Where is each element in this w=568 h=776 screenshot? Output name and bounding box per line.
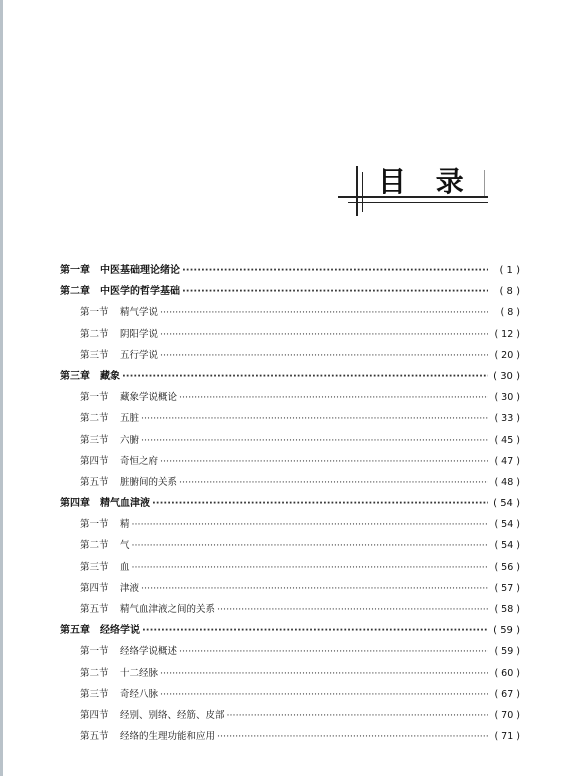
toc-entry-number: 第二节 bbox=[80, 413, 109, 425]
title-vertical-line bbox=[362, 172, 363, 212]
toc-section-row[interactable] bbox=[60, 514, 520, 535]
toc-section-row[interactable] bbox=[60, 684, 520, 705]
toc-entry-number: 第四节 bbox=[80, 709, 109, 721]
toc-entry-title: 十二经脉 bbox=[120, 667, 159, 679]
toc-chapter-row[interactable] bbox=[60, 620, 520, 641]
toc-leader-dots bbox=[160, 345, 488, 366]
title-horizontal-line bbox=[348, 202, 488, 203]
toc-leader-dots bbox=[122, 366, 488, 387]
toc-leader-dots bbox=[141, 578, 488, 599]
toc-leader-dots bbox=[179, 472, 488, 493]
toc-entry-title: 奇恒之府 bbox=[120, 455, 159, 467]
toc-entry-number: 第三节 bbox=[80, 349, 109, 361]
toc-entry-number: 第一章 bbox=[60, 265, 90, 276]
toc-page-number: ( 58 ) bbox=[494, 604, 520, 615]
toc-entry-title: 精气血津液之间的关系 bbox=[120, 604, 216, 615]
toc-page-number: ( 20 ) bbox=[494, 349, 520, 361]
toc-leader-dots bbox=[152, 493, 488, 514]
toc-chapter-row[interactable] bbox=[60, 493, 520, 514]
toc-page-number: ( 30 ) bbox=[494, 392, 520, 404]
toc-entry-number: 第五章 bbox=[60, 625, 90, 637]
toc-leader-dots bbox=[160, 302, 488, 323]
toc-entry-title: 经别、别络、经筋、皮部 bbox=[120, 709, 225, 721]
toc-entry-number: 第四节 bbox=[80, 455, 109, 467]
toc-entry-number: 第一节 bbox=[80, 519, 109, 531]
toc-entry-title: 阴阳学说 bbox=[120, 328, 159, 340]
toc-page-number: ( 48 ) bbox=[494, 476, 520, 488]
toc-title-block bbox=[338, 156, 498, 216]
toc-entry-number: 第五节 bbox=[80, 604, 109, 615]
toc-entry-number: 第四节 bbox=[80, 582, 109, 594]
toc-page-number: ( 59 ) bbox=[493, 625, 520, 637]
toc-section-row[interactable] bbox=[60, 451, 520, 472]
toc-page-number: ( 67 ) bbox=[494, 688, 520, 700]
toc-entry-title: 气 bbox=[120, 540, 130, 552]
toc-section-row[interactable] bbox=[60, 705, 520, 726]
toc-entry-title: 中医基础理论绪论 bbox=[100, 265, 180, 276]
toc-page-number: ( 33 ) bbox=[494, 413, 520, 425]
toc-entry-title: 脏腑间的关系 bbox=[120, 476, 178, 488]
toc-entry-number: 第一节 bbox=[80, 392, 109, 404]
toc-leader-dots bbox=[182, 260, 488, 281]
toc-page-number: ( 70 ) bbox=[494, 709, 520, 721]
toc-leader-dots bbox=[160, 663, 488, 684]
toc-page-number: ( 12 ) bbox=[494, 328, 520, 340]
toc-section-row[interactable] bbox=[60, 641, 520, 662]
toc-section-row[interactable] bbox=[60, 387, 520, 408]
toc-page-number: ( 71 ) bbox=[494, 731, 520, 743]
toc-page-number: ( 8 ) bbox=[500, 307, 520, 319]
toc-section-row[interactable] bbox=[60, 345, 520, 366]
toc-leader-dots bbox=[132, 535, 488, 556]
toc-section-row[interactable] bbox=[60, 535, 520, 556]
toc-leader-dots bbox=[132, 514, 488, 535]
toc-leader-dots bbox=[179, 641, 488, 662]
toc-chapter-row[interactable] bbox=[60, 260, 520, 281]
toc-entry-title: 五行学说 bbox=[120, 349, 159, 361]
page-title: 目 录 bbox=[378, 165, 474, 198]
toc-section-row[interactable] bbox=[60, 408, 520, 429]
toc-section-row[interactable] bbox=[60, 578, 520, 599]
toc-entry-number: 第三节 bbox=[80, 688, 109, 700]
toc-entry-title: 精气学说 bbox=[120, 307, 159, 319]
toc-entry-number: 第三章 bbox=[60, 370, 90, 382]
toc-entry-number: 第五节 bbox=[80, 731, 109, 743]
toc-leader-dots bbox=[217, 599, 488, 620]
toc-section-row[interactable] bbox=[60, 302, 520, 323]
toc-section-row[interactable] bbox=[60, 599, 520, 620]
toc-entry-title: 经络学说 bbox=[100, 625, 140, 637]
toc-entry-number: 第四章 bbox=[60, 498, 90, 510]
toc-entry-number: 第三节 bbox=[80, 434, 109, 446]
table-of-contents bbox=[60, 260, 520, 747]
toc-leader-dots bbox=[141, 430, 488, 451]
toc-page-number: ( 1 ) bbox=[499, 265, 520, 276]
toc-page-number: ( 60 ) bbox=[494, 667, 520, 679]
toc-entry-number: 第五节 bbox=[80, 476, 109, 488]
toc-leader-dots bbox=[132, 557, 488, 578]
toc-entry-number: 第二节 bbox=[80, 667, 109, 679]
toc-section-row[interactable] bbox=[60, 472, 520, 493]
toc-page-number: ( 57 ) bbox=[494, 582, 520, 594]
toc-page-number: ( 30 ) bbox=[493, 370, 520, 382]
toc-page-number: ( 47 ) bbox=[494, 455, 520, 467]
toc-entry-title: 藏象学说概论 bbox=[120, 392, 178, 404]
toc-leader-dots bbox=[160, 324, 488, 345]
toc-leader-dots bbox=[217, 726, 488, 747]
toc-entry-title: 五脏 bbox=[120, 413, 140, 425]
toc-entry-title: 奇经八脉 bbox=[120, 688, 159, 700]
toc-section-row[interactable] bbox=[60, 430, 520, 451]
toc-section-row[interactable] bbox=[60, 726, 520, 747]
toc-leader-dots bbox=[142, 620, 488, 641]
toc-chapter-row[interactable] bbox=[60, 366, 520, 387]
toc-entry-title: 经络学说概述 bbox=[120, 646, 178, 658]
toc-page-number: ( 56 ) bbox=[494, 561, 520, 573]
toc-chapter-row[interactable] bbox=[60, 281, 520, 302]
title-right-line bbox=[484, 170, 485, 196]
toc-entry-number: 第一节 bbox=[80, 307, 109, 319]
toc-page-number: ( 59 ) bbox=[494, 646, 520, 658]
toc-entry-number: 第二节 bbox=[80, 328, 109, 340]
toc-leader-dots bbox=[182, 281, 488, 302]
page-edge bbox=[0, 0, 3, 776]
toc-leader-dots bbox=[141, 408, 488, 429]
toc-leader-dots bbox=[227, 705, 488, 726]
toc-section-row[interactable] bbox=[60, 324, 520, 345]
title-vertical-line bbox=[356, 166, 358, 216]
toc-page-number: ( 45 ) bbox=[494, 434, 520, 446]
toc-entry-number: 第二节 bbox=[80, 540, 109, 552]
toc-entry-title: 血 bbox=[120, 561, 130, 573]
toc-entry-title: 精 bbox=[120, 519, 130, 531]
toc-section-row[interactable] bbox=[60, 663, 520, 684]
toc-leader-dots bbox=[179, 387, 488, 408]
toc-entry-number: 第三节 bbox=[80, 561, 109, 573]
toc-section-row[interactable] bbox=[60, 557, 520, 578]
toc-page-number: ( 54 ) bbox=[493, 498, 520, 510]
toc-leader-dots bbox=[160, 684, 488, 705]
toc-entry-number: 第二章 bbox=[60, 286, 90, 298]
toc-entry-title: 精气血津液 bbox=[100, 498, 150, 510]
toc-page-number: ( 54 ) bbox=[494, 540, 520, 552]
toc-entry-title: 经络的生理功能和应用 bbox=[120, 731, 216, 743]
toc-entry-number: 第一节 bbox=[80, 646, 109, 658]
toc-page-number: ( 8 ) bbox=[499, 286, 520, 298]
toc-page-number: ( 54 ) bbox=[494, 519, 520, 531]
toc-entry-title: 六腑 bbox=[120, 434, 140, 446]
toc-leader-dots bbox=[160, 451, 488, 472]
toc-entry-title: 津液 bbox=[120, 582, 140, 594]
toc-entry-title: 中医学的哲学基础 bbox=[100, 286, 180, 298]
toc-entry-title: 藏象 bbox=[100, 370, 120, 382]
